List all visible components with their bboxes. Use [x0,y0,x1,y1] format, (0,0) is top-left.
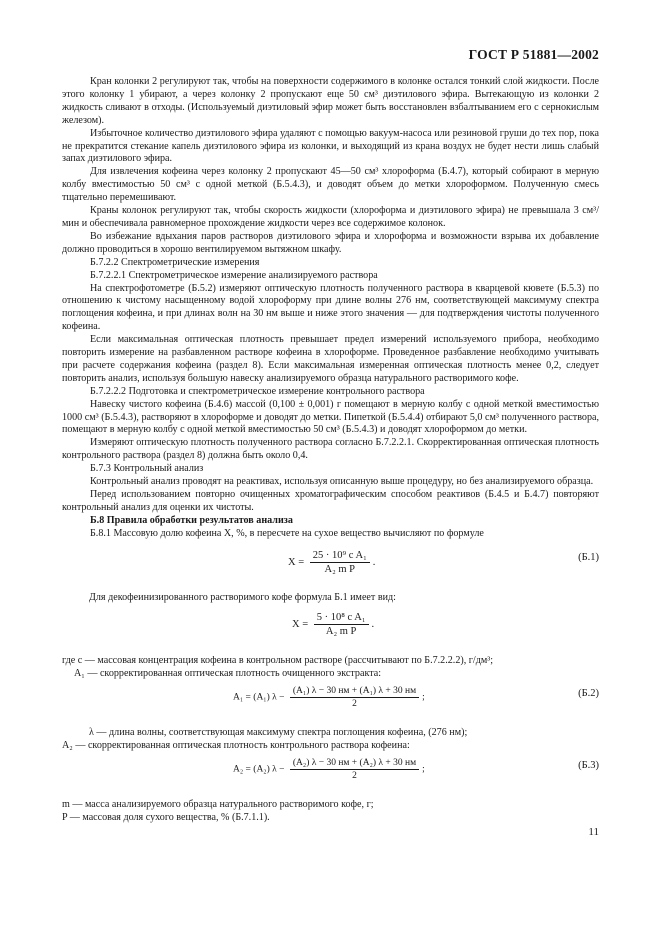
paragraph: Если максимальная оптическая плотность превышает предел измерений используемого прибора, необходимо повторить измерение на разбавленном растворе кофеина в хлороформе. Проведенное разбавление необходимо учитывать при расчете содержания кофеина (раздел 8). Если максимальная измеренная оптическая плотность менее 0,2, следует повторить анализ, используя большую навеску анализируемого образца натурального растворимого кофе. [62,334,599,384]
paragraph: Для декофеинизированного растворимого кофе формула Б.1 имеет вид: [89,592,396,603]
paragraph: Во избежание вдыхания паров растворов диэтилового эфира и хлороформа и возможности взрыва их добавление должно проводиться в хорошо вентилируемом вытяжном шкафу. [62,230,599,255]
paragraph: Избыточное количество диэтилового эфира удаляют с помощью вакуум-насоса или резиновой груши до тех пор, пока не прекратится стекание капель диэтилового эфира из колонки, и выходящий из крана воздух не будет нести лишь слабый запах диэтилового эфира. [62,127,599,165]
body-text [62,76,599,541]
definition-lambda: λ — длина волны, соответствующая максимуму спектра поглощения кофеина, (276 нм); [89,727,468,738]
equation-number: (Б.3) [578,760,599,771]
definition-a1: A₁ — скорректированная оптическая плотность очищенного экстракта: [74,668,382,679]
section-heading: Б.7.3 Контрольный анализ [90,463,204,475]
paragraph: Контрольный анализ проводят на реактивах, используя описанную выше процедуру, но без анализируемого образца. [90,476,594,488]
formula-b3: A₂ = (A₂) λ − $\frac{\text{(A₂) λ − 30 нм + (A₂) λ + 30 нм}}{2}$ ; [233,758,425,781]
page-number: 11 [588,826,599,838]
formula-numerator: 5 · 10⁸ c A₁ [314,612,369,625]
definition-m: m — масса анализируемого образца натурального растворимого кофе, г; [62,799,374,810]
formula-denominator: A₂ m P [324,564,356,575]
formula-b2: A₁ = (A₁) λ − $\frac{\text{(A₁) λ − 30 нм + (A₁) λ + 30 нм}}{2}$ ; [233,686,425,709]
formula-b1: X = $\frac{\text{25 · 10⁹ c A₁}}{\text{A₂ m P}}$ . [288,550,376,575]
section-heading: Б.7.2.2.1 Спектрометрическое измерение анализируемого раствора [90,269,378,281]
paragraph: Кран колонки 2 регулируют так, чтобы на поверхности содержимого в колонке остался тонкий слой жидкости. После этого колонку 1 убирают, а через колонку 2 пропускают еще 50 см³ диэтилового эфира. Вытекающую из колонки 2 жидкость сливают в отходы. (Используемый диэтиловый эфир может быть восстановлен взбалтыванием его с сернокислым железом). [62,76,599,126]
formula-numerator: (A₂) λ − 30 нм + (A₂) λ + 30 нм [290,758,419,770]
section-heading: Б.7.2.2.2 Подготовка и спектрометрическое измерение контрольного раствора [90,385,425,397]
equation-number: (Б.1) [578,552,599,563]
paragraph: Навеску чистого кофеина (Б.4.6) массой (0,100 ± 0,001) г помещают в мерную колбу с одной меткой вместимостью 1000 см³ (Б.5.4.3), растворяют в хлороформе и доводят до метки. Пипеткой (Б.5.4.4) отбирают 5,0 см³ полученного раствора, помещают в мерную колбу с одной меткой вместимостью 50 см³ (Б.5.4.3) и доводят хлороформом до метки. [62,398,599,436]
definition-a2: A₂ — скорректированная оптическая плотность контрольного раствора кофеина: [62,740,410,751]
paragraph: Для извлечения кофеина через колонку 2 пропускают 45—50 см³ хлороформа (Б.4.7), который собирают в мерную колбу вместимостью 50 см³ с одной меткой (Б.5.4.3), и доводят объем до метки хлороформом. Полученную смесь тщательно перемешивают. [62,166,599,204]
paragraph: Краны колонок регулируют так, чтобы скорость жидкости (хлороформа и диэтилового эфира) не превышала 3 см³/мин и обеспечивала равномерное прохождение жидкости через все содержимое колонок. [62,205,599,229]
definition-p: P — массовая доля сухого вещества, % (Б.7.1.1). [62,812,270,823]
paragraph: Измеряют оптическую плотность полученного раствора согласно Б.7.2.2.1. Скорректированная оптическая плотность контрольного раствора (раздел 8) должна быть около 0,4. [62,437,599,462]
paragraph: На спектрофотометре (Б.5.2) измеряют оптическую плотность полученного раствора в кварцевой кювете (Б.5.3) по отношению к чистому насыщенному водой хлороформу при длине волны 276 нм, соответствующей максимуму спектра поглощения кофеина, и при длинах волн на 30 нм выше и ниже этого значения — для подтверждения чистоты полученного кофеина. [62,282,599,333]
paragraph: Б.8.1 Массовую долю кофеина X, %, в пересчете на сухое вещество вычисляют по формуле [90,527,484,539]
standard-header: ГОСТ Р 51881—2002 [468,47,599,62]
equation-number: (Б.2) [578,688,599,699]
paragraph: Перед использованием повторно очищенных хроматографическим способом реактивов (Б.4.5 и Б.4.7) повторяют контрольный анализ для оценки их чистоты. [62,489,599,513]
definition-c: где c — массовая концентрация кофеина в контрольном растворе (рассчитывают по Б.7.2.2.2), г/дм³; [62,655,494,666]
section-heading-bold: Б.8 Правила обработки результатов анализа [90,514,293,526]
formula-numerator: (A₁) λ − 30 нм + (A₁) λ + 30 нм [290,686,419,698]
formula-numerator: 25 · 10⁹ c A₁ [310,550,370,563]
formula-denominator: 2 [352,699,357,709]
formula-denominator: A₂ m P [325,626,357,637]
formula-denominator: 2 [352,771,357,781]
section-heading: Б.7.2.2 Спектрометрические измерения [90,256,260,268]
formula-b1-decaf: X = $\frac{\text{5 · 10⁸ c A₁}}{\text{A₂ m P}}$ . [292,612,375,637]
